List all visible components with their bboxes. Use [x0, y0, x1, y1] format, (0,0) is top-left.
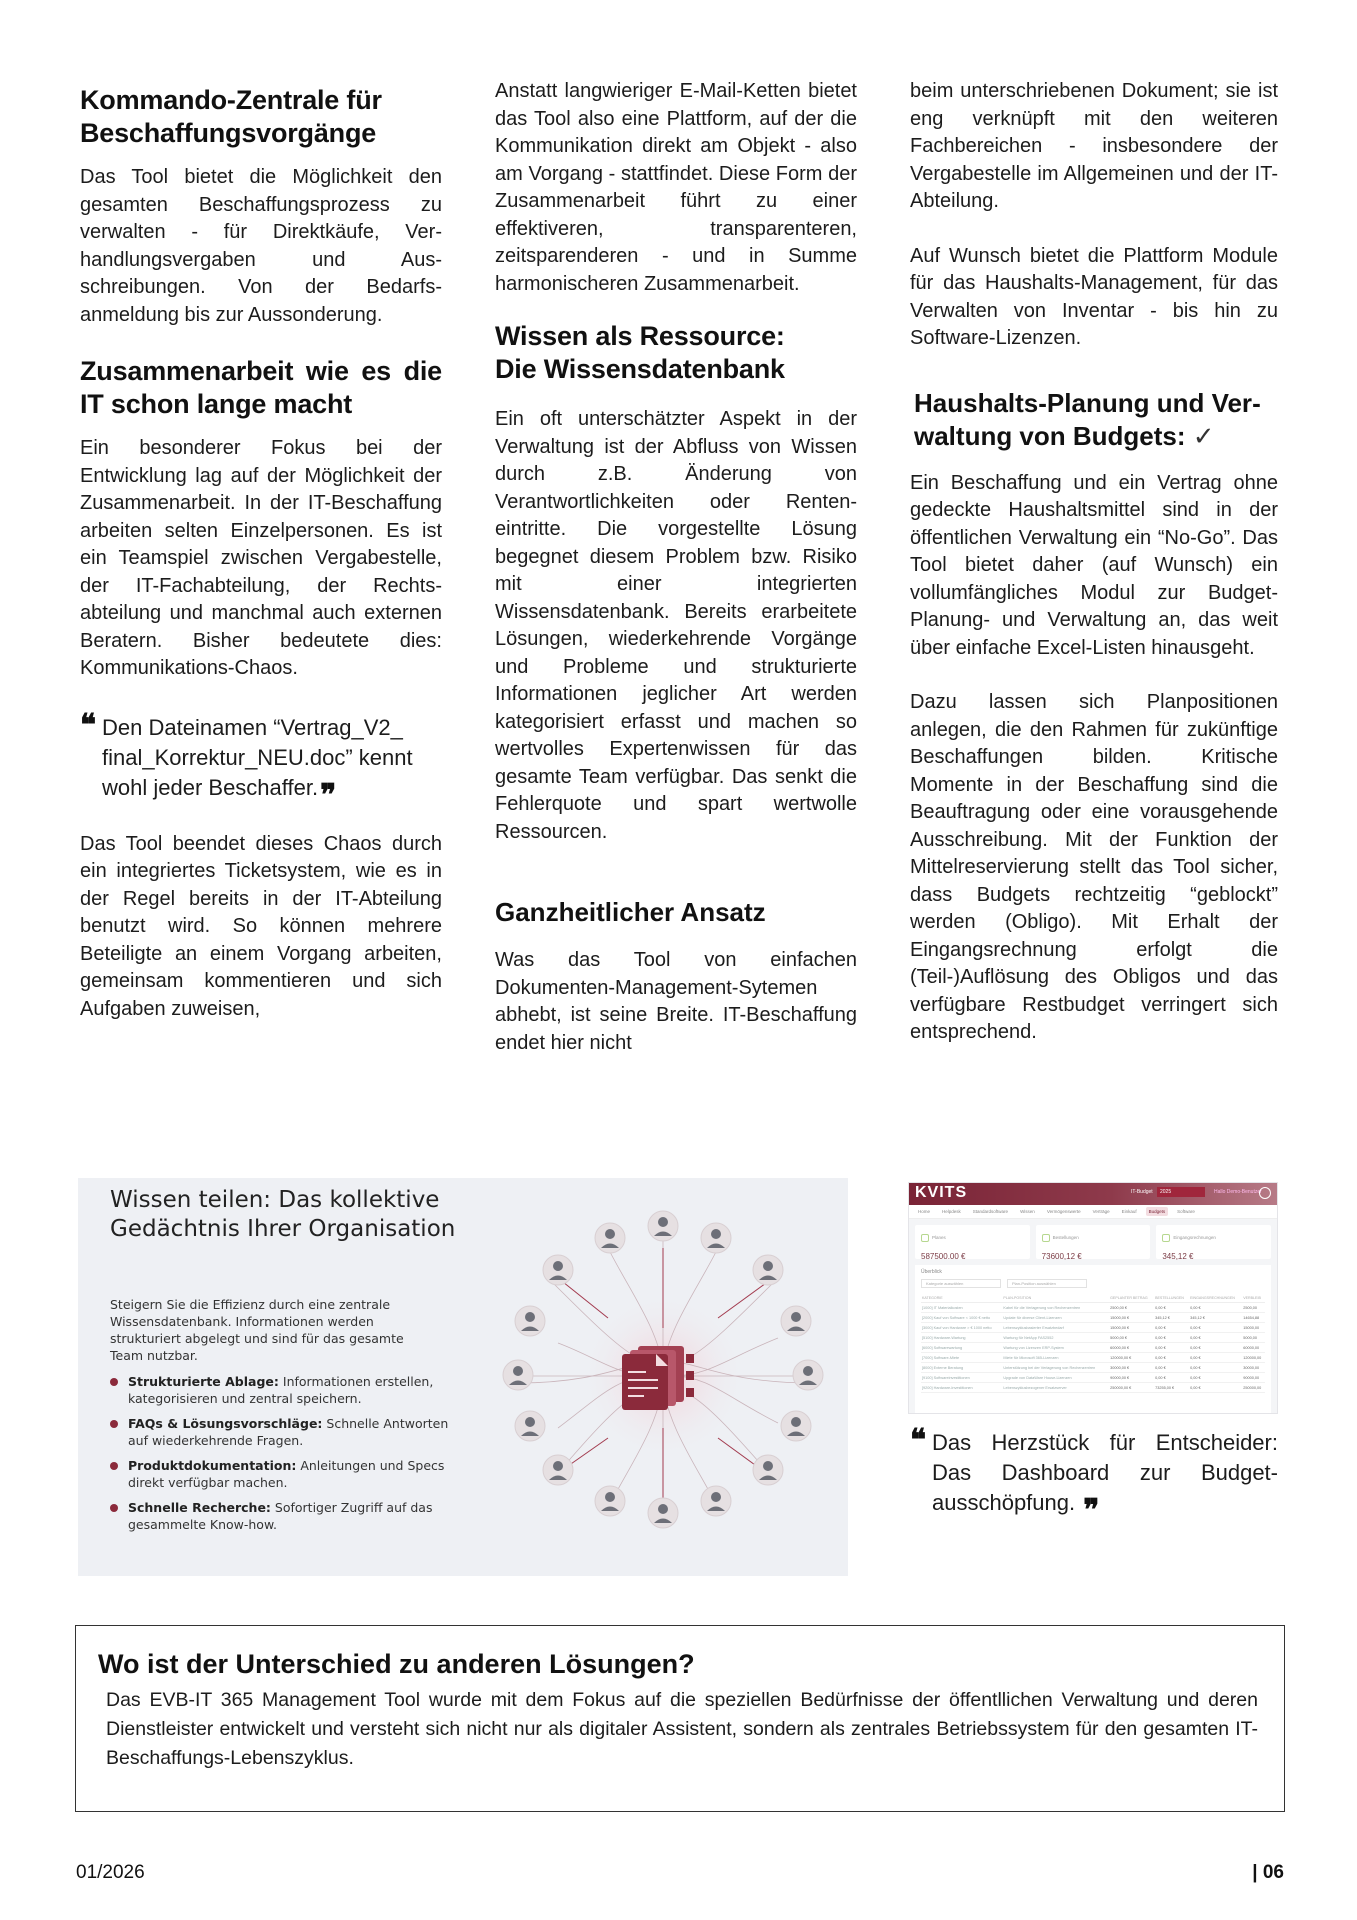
dashboard-header	[909, 1183, 1277, 1205]
paragraph: beim unterschriebenen Dokument; sie ist eng verknüpft mit den weiteren Fachbereichen - insbesondere der Vergabestelle im Allgemeinen und der IT-Abteilung.	[910, 80, 1278, 212]
column-header: PLAN-POSITION	[1002, 1294, 1109, 1303]
category-select: Kategorie auswählen	[921, 1279, 1001, 1288]
column-2	[495, 78, 857, 1057]
network-people-graphic	[478, 1178, 848, 1576]
table-cell: 0,00 €	[1154, 1353, 1189, 1363]
table-cell: Unterstützung bei der Verlagerung von Rechenzentren	[1002, 1363, 1109, 1373]
bullet-dot-icon	[110, 1378, 118, 1386]
footer-issue: 01/2026	[76, 1862, 145, 1883]
table-cell: 250000,00 €	[1109, 1383, 1154, 1393]
dashboard-kpi-cards	[909, 1219, 1277, 1259]
table-cell: 0,00 €	[1189, 1323, 1242, 1333]
column-3	[910, 78, 1278, 1047]
bullet-dot-icon	[110, 1504, 118, 1512]
quote-close-icon: ❞	[1083, 1493, 1100, 1528]
paragraph: Das Tool bietet die Möglichkeit den gesamten Beschaffungsprozess zu verwalten - für Direktkäufe, Verhandlungsvergaben und Ausschreibungen. Von der Bedarfsanmeldung bis zur Aussonderung.	[80, 166, 442, 326]
paragraph: Dazu lassen sich Planpositionen anlegen, die den Rahmen für zukünftige Beschaffungen bilden. Kritische Momente in der Beschaffung sind die Beauftragung oder eine vorausgehende Ausschreibung. Mit der Funktion der Mittelreservierung stellt das Tool sicher, dass Budgets rechtzeitig “geblockt” werden (Obligo). Mit Erhalt der Eingangsrechnung erfolgt die (Teil-)Auflösung des Obligos und das verfügbare Restbudget verringert sich entsprechend.	[910, 691, 1278, 1043]
table-cell: Kabel für die Verlagerung von Rechenzentren	[1002, 1303, 1109, 1313]
table-cell: 345,12 €	[1154, 1313, 1189, 1323]
heading-haushalts-planung	[910, 387, 1278, 454]
nav-budgets: Budgets	[1146, 1207, 1169, 1216]
paragraph: Das Tool beendet dieses Chaos durch ein integriertes Ticketsystem, wie es in der Regel bereits in der IT-Abteilung benutzt wird. So können mehrere Beteiligte an einem Vorgang arbeiten, gemeinsam kommentieren und sich Aufgaben zuweisen,	[80, 832, 442, 1020]
heading-text: Haushalts-Planung und Verwaltung von Budgets:	[914, 387, 1261, 451]
table-cell: 90000,00	[1242, 1373, 1265, 1383]
table-row	[921, 1363, 1265, 1373]
table-cell: 0,00 €	[1189, 1343, 1242, 1353]
clock-icon	[921, 1234, 929, 1242]
table-cell: 30000,00 €	[1109, 1363, 1154, 1373]
kpi-card-eingangsrechnungen	[1156, 1225, 1271, 1259]
bullet-item	[110, 1415, 450, 1449]
table-cell: 0,00 €	[1189, 1353, 1242, 1363]
column-header: GEPLANTER BETRAG	[1109, 1294, 1154, 1303]
table-cell: [5100] Hardware-Wartung	[921, 1333, 1002, 1343]
nav-vertraege: Verträge	[1092, 1209, 1110, 1214]
bullet-item	[110, 1457, 450, 1491]
nav-vermoegenswerte: Vermögenswerte	[1046, 1209, 1081, 1214]
table-cell: 0,00 €	[1154, 1333, 1189, 1343]
nav-software: Software	[1177, 1209, 1195, 1214]
heading-wissen-als-ressource	[495, 320, 857, 386]
bullet-item	[110, 1499, 450, 1533]
kpi-card-planes	[915, 1225, 1030, 1259]
pull-quote	[80, 707, 442, 813]
difference-callout-box	[75, 1625, 1285, 1812]
table-cell: 0,00 €	[1189, 1383, 1242, 1393]
table-cell: 60000,00 €	[1109, 1343, 1154, 1353]
table-cell: Wartung von Lizenzen ERP-System	[1002, 1343, 1109, 1353]
paragraph: Ein besonderer Fokus bei der Entwicklung lag auf der Möglichkeit der Zusammenarbeit. In der IT-Beschaffung arbeiten selten Einzelpersonen. Es ist ein Teamspiel zwischen Vergabestelle, der IT-Fachabteilung, der Rechtsabteilung und manchmal auch externen Beratern. Bisher bedeutete dies: Kommunikations-Chaos.	[80, 437, 442, 679]
table-cell: [7000] Software-Miete	[921, 1353, 1002, 1363]
table-cell: [8000] Externe Beratung	[921, 1363, 1002, 1373]
column-1	[80, 80, 442, 1023]
bullet-label: Strukturierte Ablage:	[128, 1374, 279, 1389]
table-cell: 15000,00 €	[1109, 1323, 1154, 1333]
infographic-intro: Steigern Sie die Effizienz durch eine zentrale Wissensdatenbank. Informationen werden strukturiert abgelegt und sind für das gesamte Team nutzbar.	[110, 1297, 404, 1363]
budget-dashboard-screenshot	[908, 1182, 1278, 1414]
column-header: EINGANGSRECHNUNGEN	[1189, 1294, 1242, 1303]
table-cell: Wartung für NetApp FAS2552	[1002, 1333, 1109, 1343]
table-cell: Lebenszyklusbezogener Ersatzserver	[1002, 1383, 1109, 1393]
dashboard-logo: KVITS	[915, 1184, 968, 1201]
table-cell: [3000] Kauf von Hardware > € 1000 netto	[921, 1323, 1002, 1333]
quote-close-icon: ❞	[320, 777, 337, 813]
table-cell: 0,00 €	[1154, 1343, 1189, 1353]
budget-table	[921, 1294, 1265, 1393]
table-cell: 2500,00	[1242, 1303, 1265, 1313]
quote-text: Den Dateinamen “Vertrag_V2_ final_Korrektur_NEU.doc” kennt wohl jeder Beschaffer.	[102, 714, 413, 800]
bullet-text: Informationen erstellen, kategorisieren und zentral speichern.	[128, 1374, 434, 1406]
table-cell: [6000] Softwarewartung	[921, 1343, 1002, 1353]
infographic-title	[110, 1186, 455, 1244]
paragraph: Ein Beschaffung und ein Vertrag ohne gedeckte Haushaltsmittel sind in der öffentlichen Verwaltung ein “No-Go”. Das Tool bietet daher (auf Wunsch) ein vollumfängliches Modul zur Budget-Planung- und Verwaltung an, das weit über einfache Excel-Listen hinausgeht.	[910, 471, 1278, 659]
dashboard-pull-quote	[910, 1423, 1278, 1528]
table-cell: 30000,00	[1242, 1363, 1265, 1373]
column-header: VERBLEIB	[1242, 1294, 1265, 1303]
table-row	[921, 1303, 1265, 1313]
callout-heading: Wo ist der Unterschied zu anderen Lösungen?	[98, 1649, 695, 1679]
table-cell: 0,00 €	[1154, 1363, 1189, 1373]
table-cell: 5000,00	[1242, 1333, 1265, 1343]
bullet-label: FAQs & Lösungsvorschläge:	[128, 1416, 323, 1431]
table-cell: 2500,00 €	[1109, 1303, 1154, 1313]
quote-open-icon: ❝	[910, 1423, 927, 1458]
quote-text: Das Herzstück für Entscheider: Das Dashboard zur Budgetausschöpfung.	[932, 1430, 1278, 1515]
table-cell: Upgrade von DataWare House-Lizenzen	[1002, 1373, 1109, 1383]
nav-standardsoftware: Standardsoftware	[972, 1209, 1009, 1214]
table-row	[921, 1353, 1265, 1363]
budget-label: IT-Budget	[1131, 1189, 1153, 1195]
table-cell: 250000,00	[1242, 1383, 1265, 1393]
bullet-text: Schnelle Antworten auf wiederkehrende Fragen.	[128, 1416, 449, 1448]
knowledge-infographic	[78, 1178, 848, 1576]
nav-helpdesk: Helpdesk	[942, 1209, 961, 1214]
kpi-label: Eingangsrechnungen	[1173, 1235, 1216, 1241]
title-line: Wissen teilen: Das kollektive	[110, 1187, 440, 1213]
paragraph: Anstatt langwieriger E-Mail-Ketten bietet das Tool also eine Plattform, auf der die Kommunikation direkt am Objekt - also am Vorgang - stattfindet. Diese Form der Zusammenarbeit führt zu einer effektiveren, transparenteren, zeitsparenderen - und in Summe harmonischeren Zusammenarbeit.	[495, 80, 857, 295]
bullet-dot-icon	[110, 1462, 118, 1470]
table-cell: [2000] Kauf von Software < 1000 € netto	[921, 1313, 1002, 1323]
plan-position-select: Plan-Position auswählen	[1007, 1279, 1087, 1288]
nav-wissen: Wissen	[1020, 1209, 1035, 1214]
table-cell: Lebenszyklusbasierter Ersatzbedarf	[1002, 1323, 1109, 1333]
document-stack-icon	[622, 1346, 694, 1410]
table-row	[921, 1323, 1265, 1333]
kpi-label: Planes	[932, 1235, 946, 1241]
table-row	[921, 1333, 1265, 1343]
dashboard-nav	[909, 1205, 1277, 1219]
checkmark-icon: ✓	[1192, 421, 1215, 452]
bullet-dot-icon	[110, 1420, 118, 1428]
footer-page-number: | 06	[1252, 1862, 1284, 1883]
callout-text: Das EVB-IT 365 Management Tool wurde mit dem Fokus auf die speziellen Bedürfnisse der öffentllichen Verwaltung und deren Dienstleister entwickelt und versteht sich nicht nur als digitaler Assistent, sondern als zentrales Betriebssystem für den gesamten IT-Beschaffungs-Lebenszyklus.	[106, 1689, 1258, 1769]
column-header: KATEGORIE	[921, 1294, 1002, 1303]
kpi-value: 587500.00 €	[921, 1252, 966, 1261]
table-cell: 0,00 €	[1189, 1303, 1242, 1313]
kpi-label: Bestellungen	[1052, 1235, 1079, 1241]
table-cell: 15000,00	[1242, 1323, 1265, 1333]
paragraph: Was das Tool von einfachen Dokumenten-Management-Sytemen abhebt, ist seine Breite. IT-Beschaffung endet hier nicht	[495, 949, 857, 1054]
table-cell: 73255,00 €	[1154, 1383, 1189, 1393]
table-cell: 120000,00	[1242, 1353, 1265, 1363]
bullet-item	[110, 1373, 450, 1407]
table-cell: Miete für Microsoft 365-Lizenzen	[1002, 1353, 1109, 1363]
table-cell: 120000,00 €	[1109, 1353, 1154, 1363]
kpi-value: 73600,12 €	[1041, 1252, 1082, 1261]
table-row	[921, 1343, 1265, 1353]
table-row	[921, 1373, 1265, 1383]
bullet-text: Anleitungen und Specs direkt verfügbar machen.	[128, 1458, 445, 1490]
quote-open-icon: ❝	[80, 707, 97, 743]
overview-title: Überblick	[921, 1269, 942, 1275]
table-cell: [9100] Softwareinvestitionen	[921, 1373, 1002, 1383]
bullet-label: Produktdokumentation:	[128, 1458, 297, 1473]
nav-einkauf: Einkauf	[1121, 1209, 1137, 1214]
title-line: Gedächtnis Ihrer Organisation	[110, 1216, 456, 1242]
user-greeting: Hallo Demo-Benutzer	[1214, 1189, 1262, 1195]
bullet-label: Schnelle Recherche:	[128, 1500, 271, 1515]
heading-zusammenarbeit: Zusammenarbeit wie es die IT schon lange macht	[80, 356, 442, 419]
table-cell: 0,00 €	[1189, 1373, 1242, 1383]
paragraph: Auf Wunsch bietet die Plattform Module für das Haushalts-Management, für das Verwalten von Inventar - bis hin zu Software-Lizenzen.	[910, 244, 1278, 349]
cart-icon	[1042, 1234, 1050, 1242]
table-cell: 0,00 €	[1154, 1373, 1189, 1383]
table-row	[921, 1383, 1265, 1393]
table-cell: 0,00 €	[1154, 1323, 1189, 1333]
paragraph: Ein oft unterschätzter Aspekt in der Verwaltung ist der Abfluss von Wissen durch z.B. Änderung von Verantwortlichkeiten oder Renteneintritte. Die vorgestellte Lösung begegnet diesem Problem bzw. Risiko mit einer integrierten Wissensdatenbank. Bereits erarbeitete Lösungen, wiederkehrende Vorgänge und Probleme und strukturierte Informationen jeglicher Art werden kategorisiert erfasst und machen so wertvolles Expertenwissen für das gesamte Team verfügbar. Das senkt die Fehlerquote und spart wertwolle Ressourcen.	[495, 408, 857, 843]
dashboard-overview	[915, 1265, 1271, 1414]
nav-home: Home	[918, 1209, 931, 1214]
budget-table-body	[921, 1303, 1265, 1393]
table-cell: 345,12 €	[1189, 1313, 1242, 1323]
invoice-icon	[1162, 1234, 1170, 1242]
overview-filters	[921, 1279, 1265, 1288]
table-cell: 90000,00 €	[1109, 1373, 1154, 1383]
table-cell: 0,00 €	[1189, 1363, 1242, 1373]
table-cell: 5000,00 €	[1109, 1333, 1154, 1343]
budget-year-select: 2025	[1157, 1187, 1205, 1197]
infographic-bullets	[110, 1373, 450, 1541]
kpi-card-bestellungen	[1036, 1225, 1151, 1259]
table-cell: [1000] IT Materialkosten	[921, 1303, 1002, 1313]
table-cell: Update für diverse Client-Lizenzen	[1002, 1313, 1109, 1323]
user-avatar-icon	[1259, 1187, 1271, 1199]
table-cell: 60000,00	[1242, 1343, 1265, 1353]
table-cell: 0,00 €	[1154, 1303, 1189, 1313]
heading-line: Wissen als Ressource:	[495, 321, 785, 351]
kpi-value: 345,12 €	[1162, 1252, 1194, 1261]
table-row	[921, 1313, 1265, 1323]
table-cell: [9200] Hardware-Investitionen	[921, 1383, 1002, 1393]
heading-kommando-zentrale: Kommando-Zentrale für Beschaffungsvorgänge	[80, 85, 382, 148]
column-header: BESTELLUNGEN	[1154, 1294, 1189, 1303]
bullet-text: Sofortiger Zugriff auf das gesammelte Know-how.	[128, 1500, 433, 1532]
table-cell: 0,00 €	[1189, 1333, 1242, 1343]
table-cell: 15000,00 €	[1109, 1313, 1154, 1323]
heading-ganzheitlicher-ansatz: Ganzheitlicher Ansatz	[495, 897, 766, 927]
table-cell: 14654,88	[1242, 1313, 1265, 1323]
heading-line: Die Wissensdatenbank	[495, 354, 785, 384]
